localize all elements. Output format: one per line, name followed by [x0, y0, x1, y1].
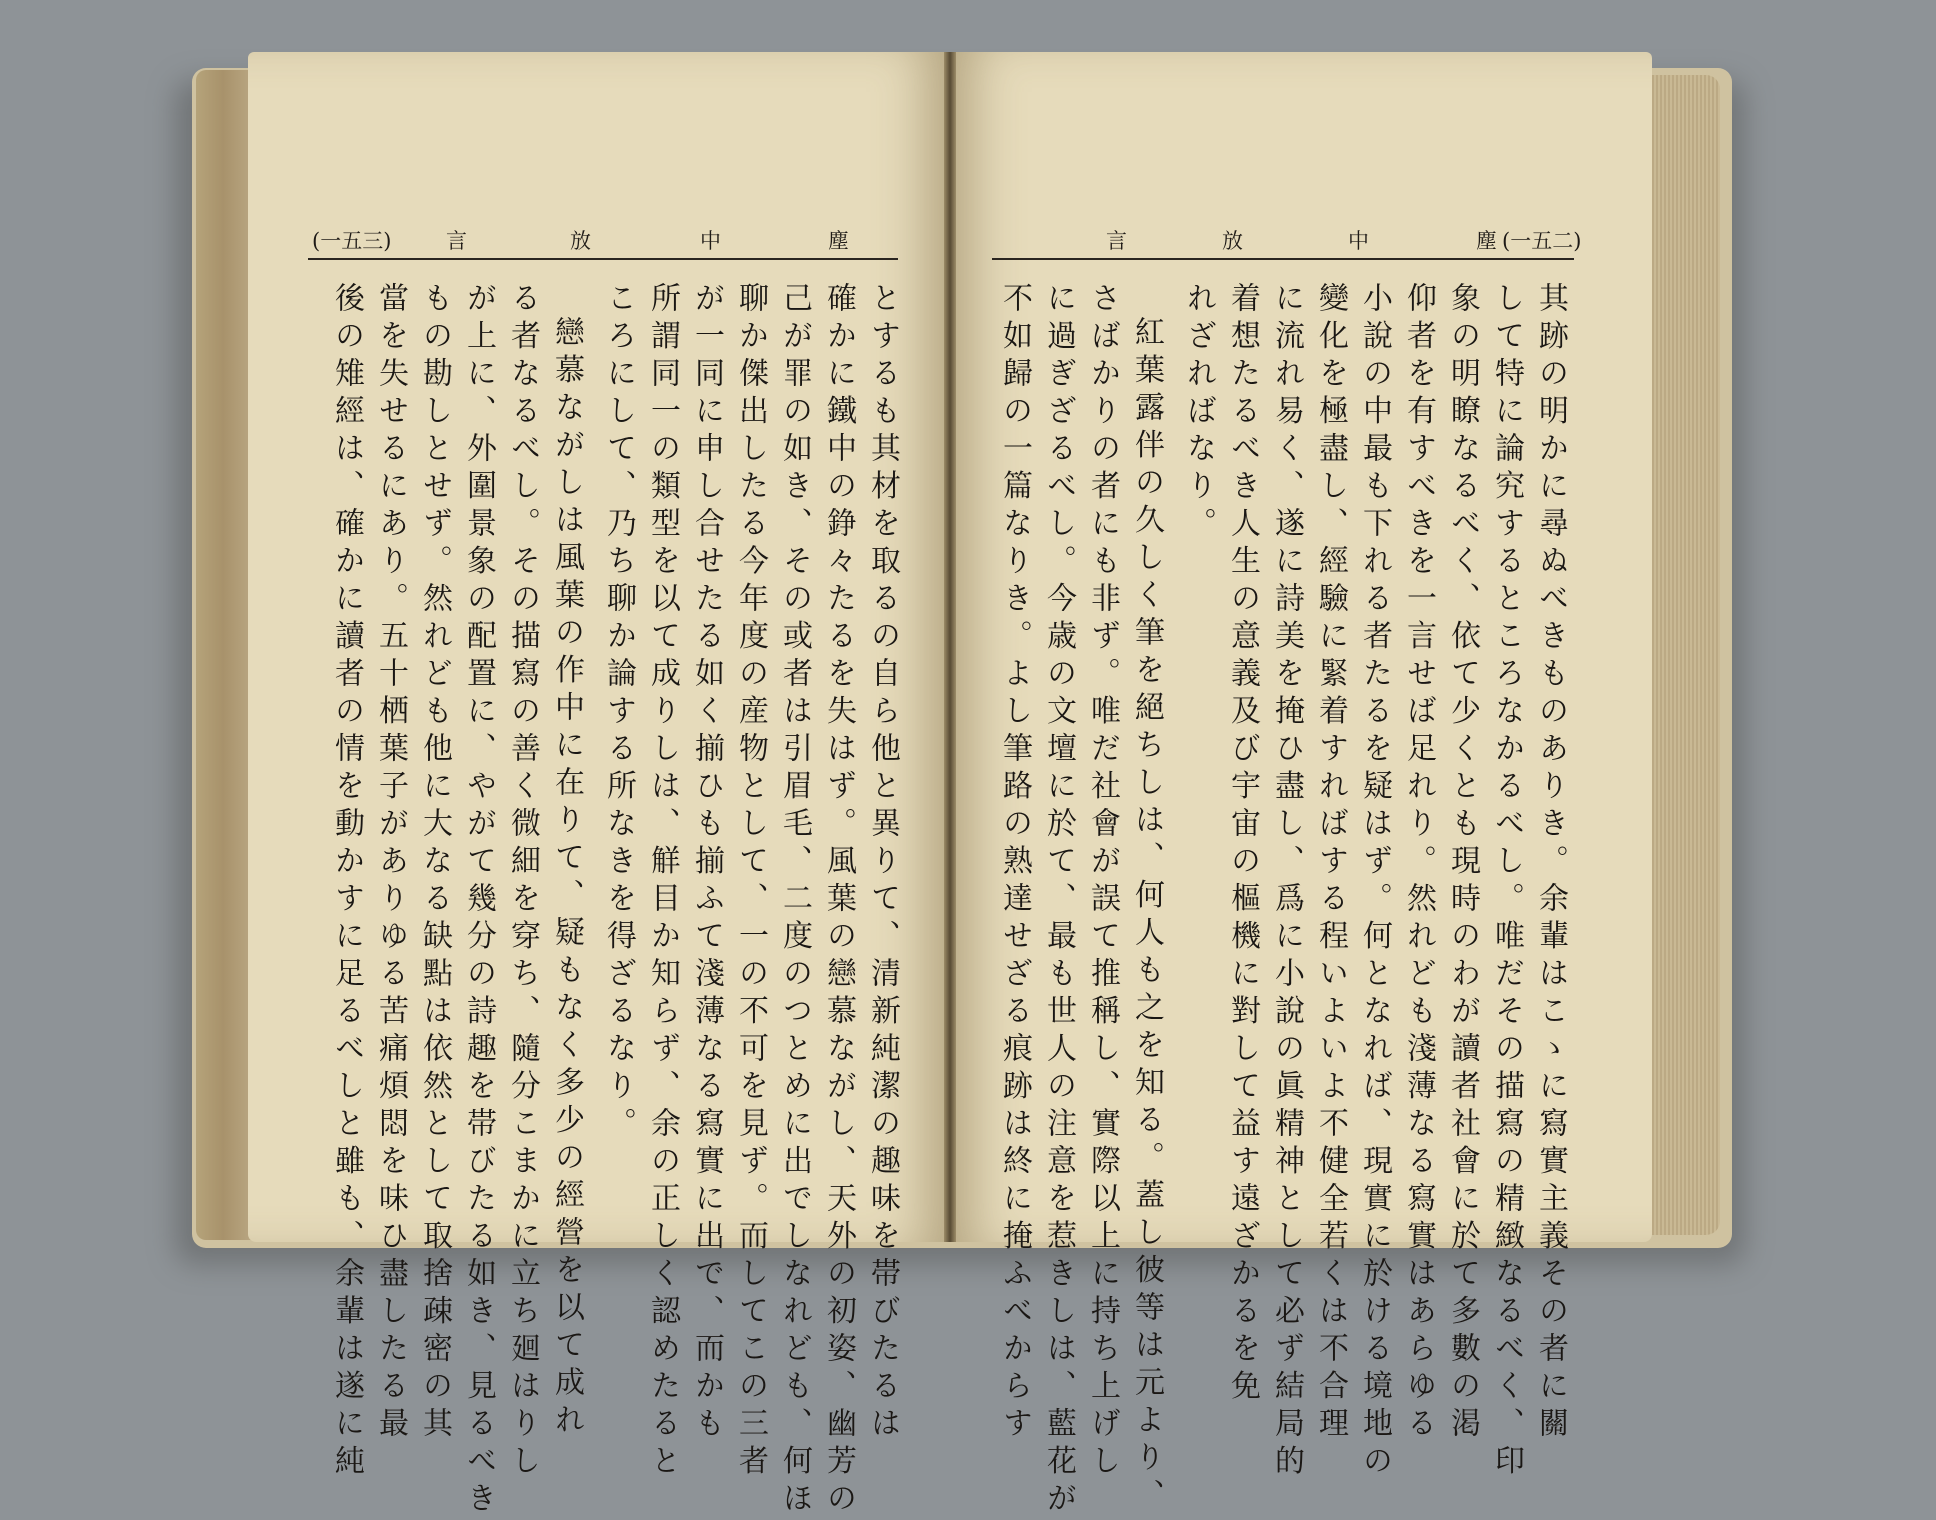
right-column-11: さばかりの者にも非ず。唯だ社會が誤て推稱し、實際以上に持ち上げし: [1085, 282, 1120, 1482]
left-title-char-2: 放: [570, 229, 591, 253]
right-header-rule: [992, 258, 1574, 260]
left-column-10: が上に、外圍景象の配置に、やがて幾分の詩趣を帯びたる如き、見るべき: [461, 282, 496, 1520]
book-gutter: [944, 52, 956, 1242]
left-page-number: (一五三): [312, 229, 392, 253]
left-column-1: とするも其材を取るの自ら他と異りて、清新純潔の趣味を帯びたるは: [865, 282, 900, 1445]
left-header-rule: [308, 258, 898, 260]
left-page-stack: [196, 70, 256, 1240]
left-column-8: 戀慕ながしは風葉の作中に在りて、疑もなく多少の經營を以て成れ: [549, 316, 584, 1441]
left-column-12: 當を失せるにあり。五十栖葉子がありゆる苦痛煩悶を味ひ盡したる最: [373, 282, 408, 1445]
right-column-8: 着想たるべき人生の意義及び宇宙の樞機に對して益す遠ざかるを免: [1225, 282, 1260, 1407]
left-column-11: もの勘しとせず。然れども他に大なる缺點は依然として取捨疎密の其: [417, 282, 452, 1445]
right-column-4: 仰者を有すべきを一言せば足れり。然れども淺薄なる寫實はあらゆる: [1401, 282, 1436, 1445]
right-column-5: 小說の中最も下れる者たるを疑はず。何となれば、現實に於ける境地の: [1357, 282, 1392, 1482]
left-column-2: 確かに鐵中の錚々たるを失はず。風葉の戀慕ながし、天外の初姿、幽芳の: [821, 282, 856, 1520]
right-column-1: 其跡の明かに尋ぬべきものありき。余輩はこゝに寫實主義その者に關: [1533, 282, 1568, 1445]
right-title-char-1: 言: [1106, 229, 1127, 253]
right-column-12: に過ぎざるべし。今歳の文壇に於て、最も世人の注意を惹きしは、藍花が: [1041, 282, 1076, 1520]
right-title-char-2: 放: [1222, 229, 1243, 253]
right-title-char-3: 中: [1348, 229, 1369, 253]
right-running-header: [1002, 225, 1622, 255]
right-column-6: 變化を極盡し、經驗に緊着すればする程いよいよ不健全若くは不合理: [1313, 282, 1348, 1445]
right-page-stack: [1650, 75, 1720, 1235]
right-column-7: に流れ易く、遂に詩美を掩ひ盡し、爲に小說の眞精神として必ず結局的: [1269, 282, 1304, 1482]
left-title-char-3: 中: [700, 229, 721, 253]
right-page-number: (一五二): [1502, 229, 1582, 253]
right-title-char-4: 塵: [1476, 229, 1497, 253]
left-column-7: ころにして、乃ち聊か論する所なきを得ざるなり。: [601, 282, 636, 1145]
left-column-6: 所謂同一の類型を以て成りしは、觧目か知らず、余の正しく認めたると: [645, 282, 680, 1482]
left-column-4: 聊か傑出したる今年度の産物として、一の不可を見ず。而してこの三者: [733, 282, 768, 1482]
right-column-3: 象の明瞭なるべく、依て少くとも現時のわが讀者社會に於て多數の渇: [1445, 282, 1480, 1445]
left-column-3: 己が罪の如き、その或者は引眉毛、二度のつとめに出でしなれども、何ほ: [777, 282, 812, 1520]
right-column-2: して特に論究するところなかるべし。唯だその描寫の精緻なるべく、印: [1489, 282, 1524, 1482]
right-column-13: 不如歸の一篇なりき。よし筆路の熟達せざる痕跡は終に掩ふべからす: [997, 282, 1032, 1445]
left-title-char-4: 塵: [828, 229, 849, 253]
right-column-9: れざればなり。: [1181, 282, 1216, 545]
left-title-char-1: 言: [446, 229, 467, 253]
left-column-9: る者なるべし。その描寫の善く微細を穿ち、隨分こまかに立ち廻はりし: [505, 282, 540, 1482]
left-column-5: が一同に申し合せたる如く揃ひも揃ふて淺薄なる寫實に出で、而かも: [689, 282, 724, 1445]
left-running-header: [312, 225, 912, 255]
left-column-13: 後の雉經は、確かに讀者の情を動かすに足るべしと雖も、余輩は遂に純: [329, 282, 364, 1482]
right-column-10: 紅葉露伴の久しく筆を絕ちしは、何人も之を知る。蓋し彼等は元より、: [1129, 316, 1164, 1516]
